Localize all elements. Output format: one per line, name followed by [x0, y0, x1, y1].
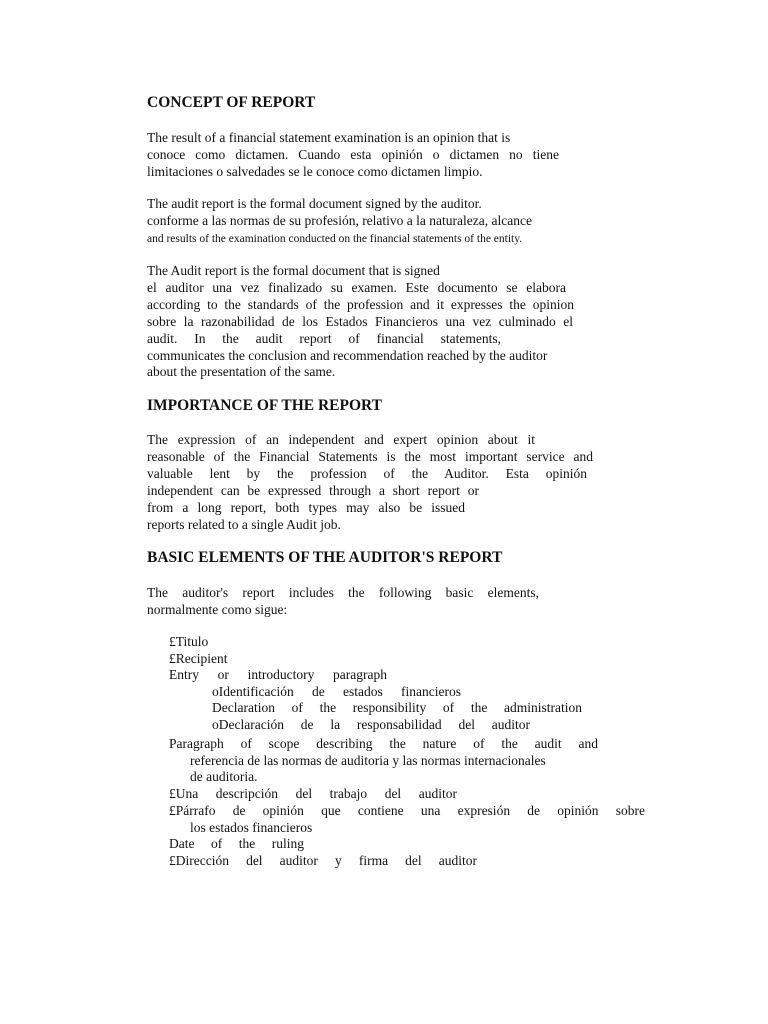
list-item: oIdentificación de estados financieros — [212, 684, 461, 699]
list-item: Declaration of the responsibility of the administration — [212, 700, 582, 715]
list-item: de auditoria. — [190, 769, 258, 784]
list-item: Entry or introductory paragraph — [169, 667, 387, 682]
paragraph-line: The Audit report is the formal document that is signed — [147, 263, 440, 278]
paragraph-line: from a long report, both types may also be issued — [147, 500, 465, 515]
list-item: £Dirección del auditor y firma del auditor — [169, 853, 477, 868]
paragraph-line: normalmente como sigue: — [147, 602, 288, 617]
paragraph-line: valuable lent by the profession of the Auditor. Esta opinión — [147, 466, 587, 481]
list-item: £Párrafo de opinión que contiene una expresión de opinión sobre — [169, 803, 645, 818]
list-item: Paragraph of scope describing the nature of the audit and — [169, 736, 598, 751]
list-item: £Una descripción del trabajo del auditor — [169, 786, 457, 801]
paragraph-line: The audit report is the formal document signed by the auditor. — [147, 196, 482, 211]
heading-concept-of-report: CONCEPT OF REPORT — [147, 94, 316, 111]
paragraph-line: The result of a financial statement examination is an opinion that is — [147, 130, 511, 145]
heading-importance-of-report: IMPORTANCE OF THE REPORT — [147, 397, 383, 414]
paragraph-line: The auditor's report includes the following basic elements, — [147, 585, 539, 600]
paragraph-line: el auditor una vez finalizado su examen. Este documento se elabora — [147, 280, 566, 295]
paragraph-line: conoce como dictamen. Cuando esta opinión o dictamen no tiene — [147, 147, 559, 162]
paragraph-line: reports related to a single Audit job. — [147, 517, 341, 532]
list-item: los estados financieros — [190, 820, 313, 835]
paragraph-line: about the presentation of the same. — [147, 364, 336, 379]
paragraph-line: limitaciones o salvedades se le conoce como dictamen limpio. — [147, 164, 483, 179]
paragraph-line: The expression of an independent and expert opinion about it — [147, 432, 535, 447]
list-item: referencia de las normas de auditoria y las normas internacionales — [190, 753, 546, 768]
list-item: oDeclaración de la responsabilidad del auditor — [212, 717, 530, 732]
paragraph-line: conforme a las normas de su profesión, relativo a la naturaleza, alcance — [147, 213, 532, 228]
paragraph-line: independent can be expressed through a short report or — [147, 483, 479, 498]
list-item: Date of the ruling — [169, 836, 304, 851]
paragraph-line: and results of the examination conducted on the financial statements of the entity. — [147, 233, 523, 245]
heading-basic-elements: BASIC ELEMENTS OF THE AUDITOR'S REPORT — [147, 549, 503, 566]
list-item: £Recipient — [169, 651, 228, 666]
paragraph-line: sobre la razonabilidad de los Estados Financieros una vez culminado el — [147, 314, 573, 329]
paragraph-line: audit. In the audit report of financial statements, — [147, 331, 501, 346]
paragraph-line: communicates the conclusion and recommendation reached by the auditor — [147, 348, 548, 363]
paragraph-line: according to the standards of the profession and it expresses the opinion — [147, 297, 574, 312]
list-item: £Titulo — [169, 634, 209, 649]
paragraph-line: reasonable of the Financial Statements is the most important service and — [147, 449, 593, 464]
